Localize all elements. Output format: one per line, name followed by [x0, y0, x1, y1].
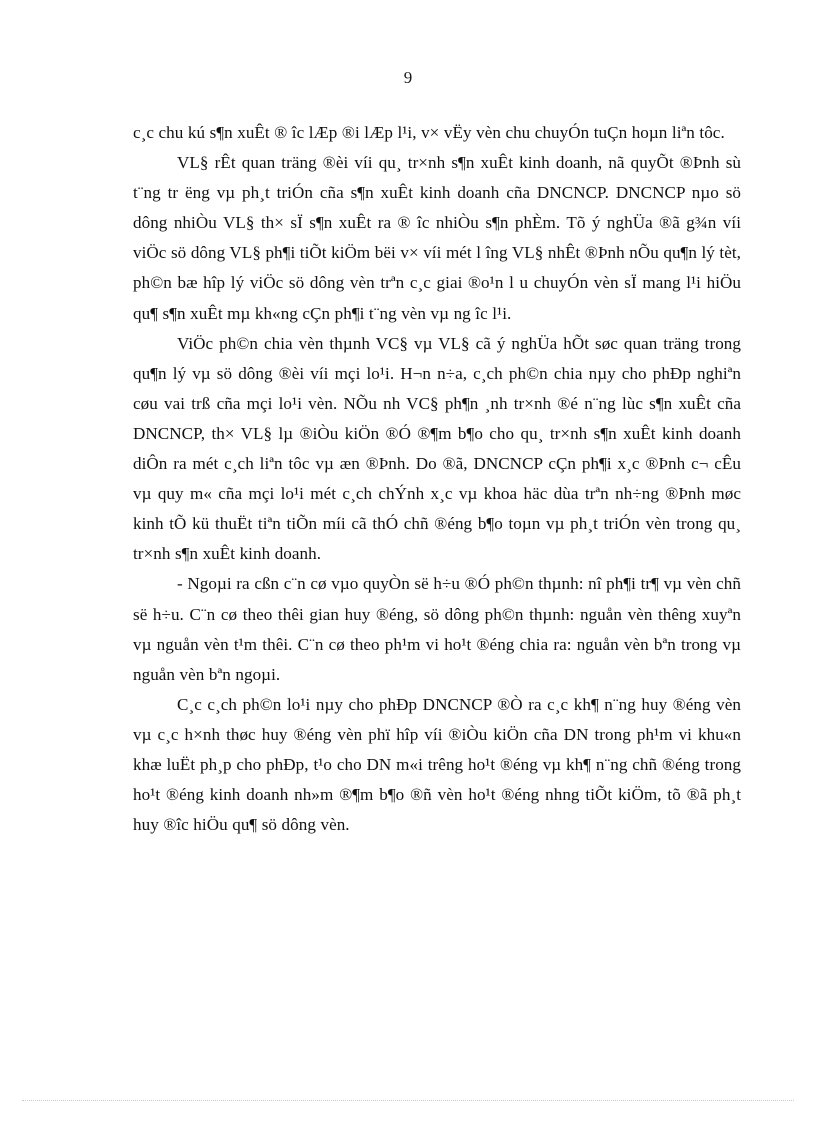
- page-bottom-rule: [22, 1099, 794, 1101]
- body-text-column: [133, 118, 741, 840]
- paragraph: VL§ rÊt quan träng ®èi víi qu¸ tr×nh s¶n xuÊt kinh doanh, nã quyÕt ®Þnh sù t¨ng tr ëng vµ ph¸t triÓn cña s¶n xuÊt kinh doanh cña DNCNCP. DNCNCP nµo sö dông nhiÒu VL§ th× sÏ s¶n xuÊt ra ® îc nhiÒu s¶n phÈm. Tõ ý nghÜa ®ã g¾n víi viÖc sö dông VL§ ph¶i tiÕt kiÖm bëi v× víi mét l îng VL§ nhÊt ®Þnh nÕu qu¶n lý tèt, ph©n bæ hîp lý viÖc sö dông vèn trªn c¸c giai ®o¹n l u chuyÓn vèn sÏ mang l¹i hiÖu qu¶ s¶n xuÊt mµ kh«ng cÇn ph¶i t¨ng vèn vµ ng îc l¹i.: [133, 153, 741, 323]
- paragraph: C¸c c¸ch ph©n lo¹i nµy cho phÐp DNCNCP ®Ò ra c¸c kh¶ n¨ng huy ®éng vèn vµ c¸c h×nh thøc huy ®éng vèn phï hîp víi ®iÒu kiÖn cña DN trong ph¹m vi khu«n khæ luËt ph¸p cho phÐp, t¹o cho DN m«i trêng ho¹t ®éng vµ kh¶ n¨ng chñ ®éng trong ho¹t ®éng kinh doanh nh»m ®¶m b¶o ®ñ vèn ho¹t ®éng nhng tiÕt kiÖm, tõ ®ã ph¸t huy ®îc hiÖu qu¶ sö dông vèn.: [133, 694, 741, 835]
- page-number: 9: [403, 68, 413, 87]
- paragraph: - Ngoµi ra cßn c¨n cø vµo quyÒn së h÷u ®Ó ph©n thµnh: nî ph¶i tr¶ vµ vèn chñ së h÷u. C¨n cø theo thêi gian huy ®éng, sö dông ph©n thµnh: nguån vèn thêng xuyªn vµ nguån vèn t¹m thêi. C¨n cø theo ph¹m vi ho¹t ®éng chia ra: nguån vèn bªn trong vµ nguån vèn bªn ngoµi.: [133, 574, 741, 684]
- paragraph: ViÖc ph©n chia vèn thµnh VC§ vµ VL§ cã ý nghÜa hÕt søc quan träng trong qu¶n lý vµ sö dông ®èi víi mçi lo¹i. H¬n n÷a, c¸ch ph©n chia nµy cho phÐp nghiªn cøu vai trß cña mçi lo¹i vèn. NÕu nh VC§ ph¶n ¸nh tr×nh ®é n¨ng lùc s¶n xuÊt cña DNCNCP, th× VL§ lµ ®iÒu kiÖn ®Ó ®¶m b¶o cho qu¸ tr×nh s¶n xuÊt kinh doanh diÔn ra mét c¸ch liªn tôc vµ æn ®Þnh. Do ®ã, DNCNCP cÇn ph¶i x¸c ®Þnh c¬ cÊu vµ quy m« cña mçi lo¹i mét c¸ch chÝnh x¸c vµ khoa häc dùa trªn nh÷ng ®Þnh møc kinh tÕ kü thuËt tiªn tiÕn míi cã thÓ chñ ®éng b¶o toµn vµ ph¸t triÓn vèn trong qu¸ tr×nh s¶n xuÊt kinh doanh.: [133, 333, 741, 564]
- paragraph: c¸c chu kú s¶n xuÊt ® îc lÆp ®i lÆp l¹i, v× vËy vèn chu chuyÓn tuÇn hoµn liªn tôc.: [133, 123, 725, 142]
